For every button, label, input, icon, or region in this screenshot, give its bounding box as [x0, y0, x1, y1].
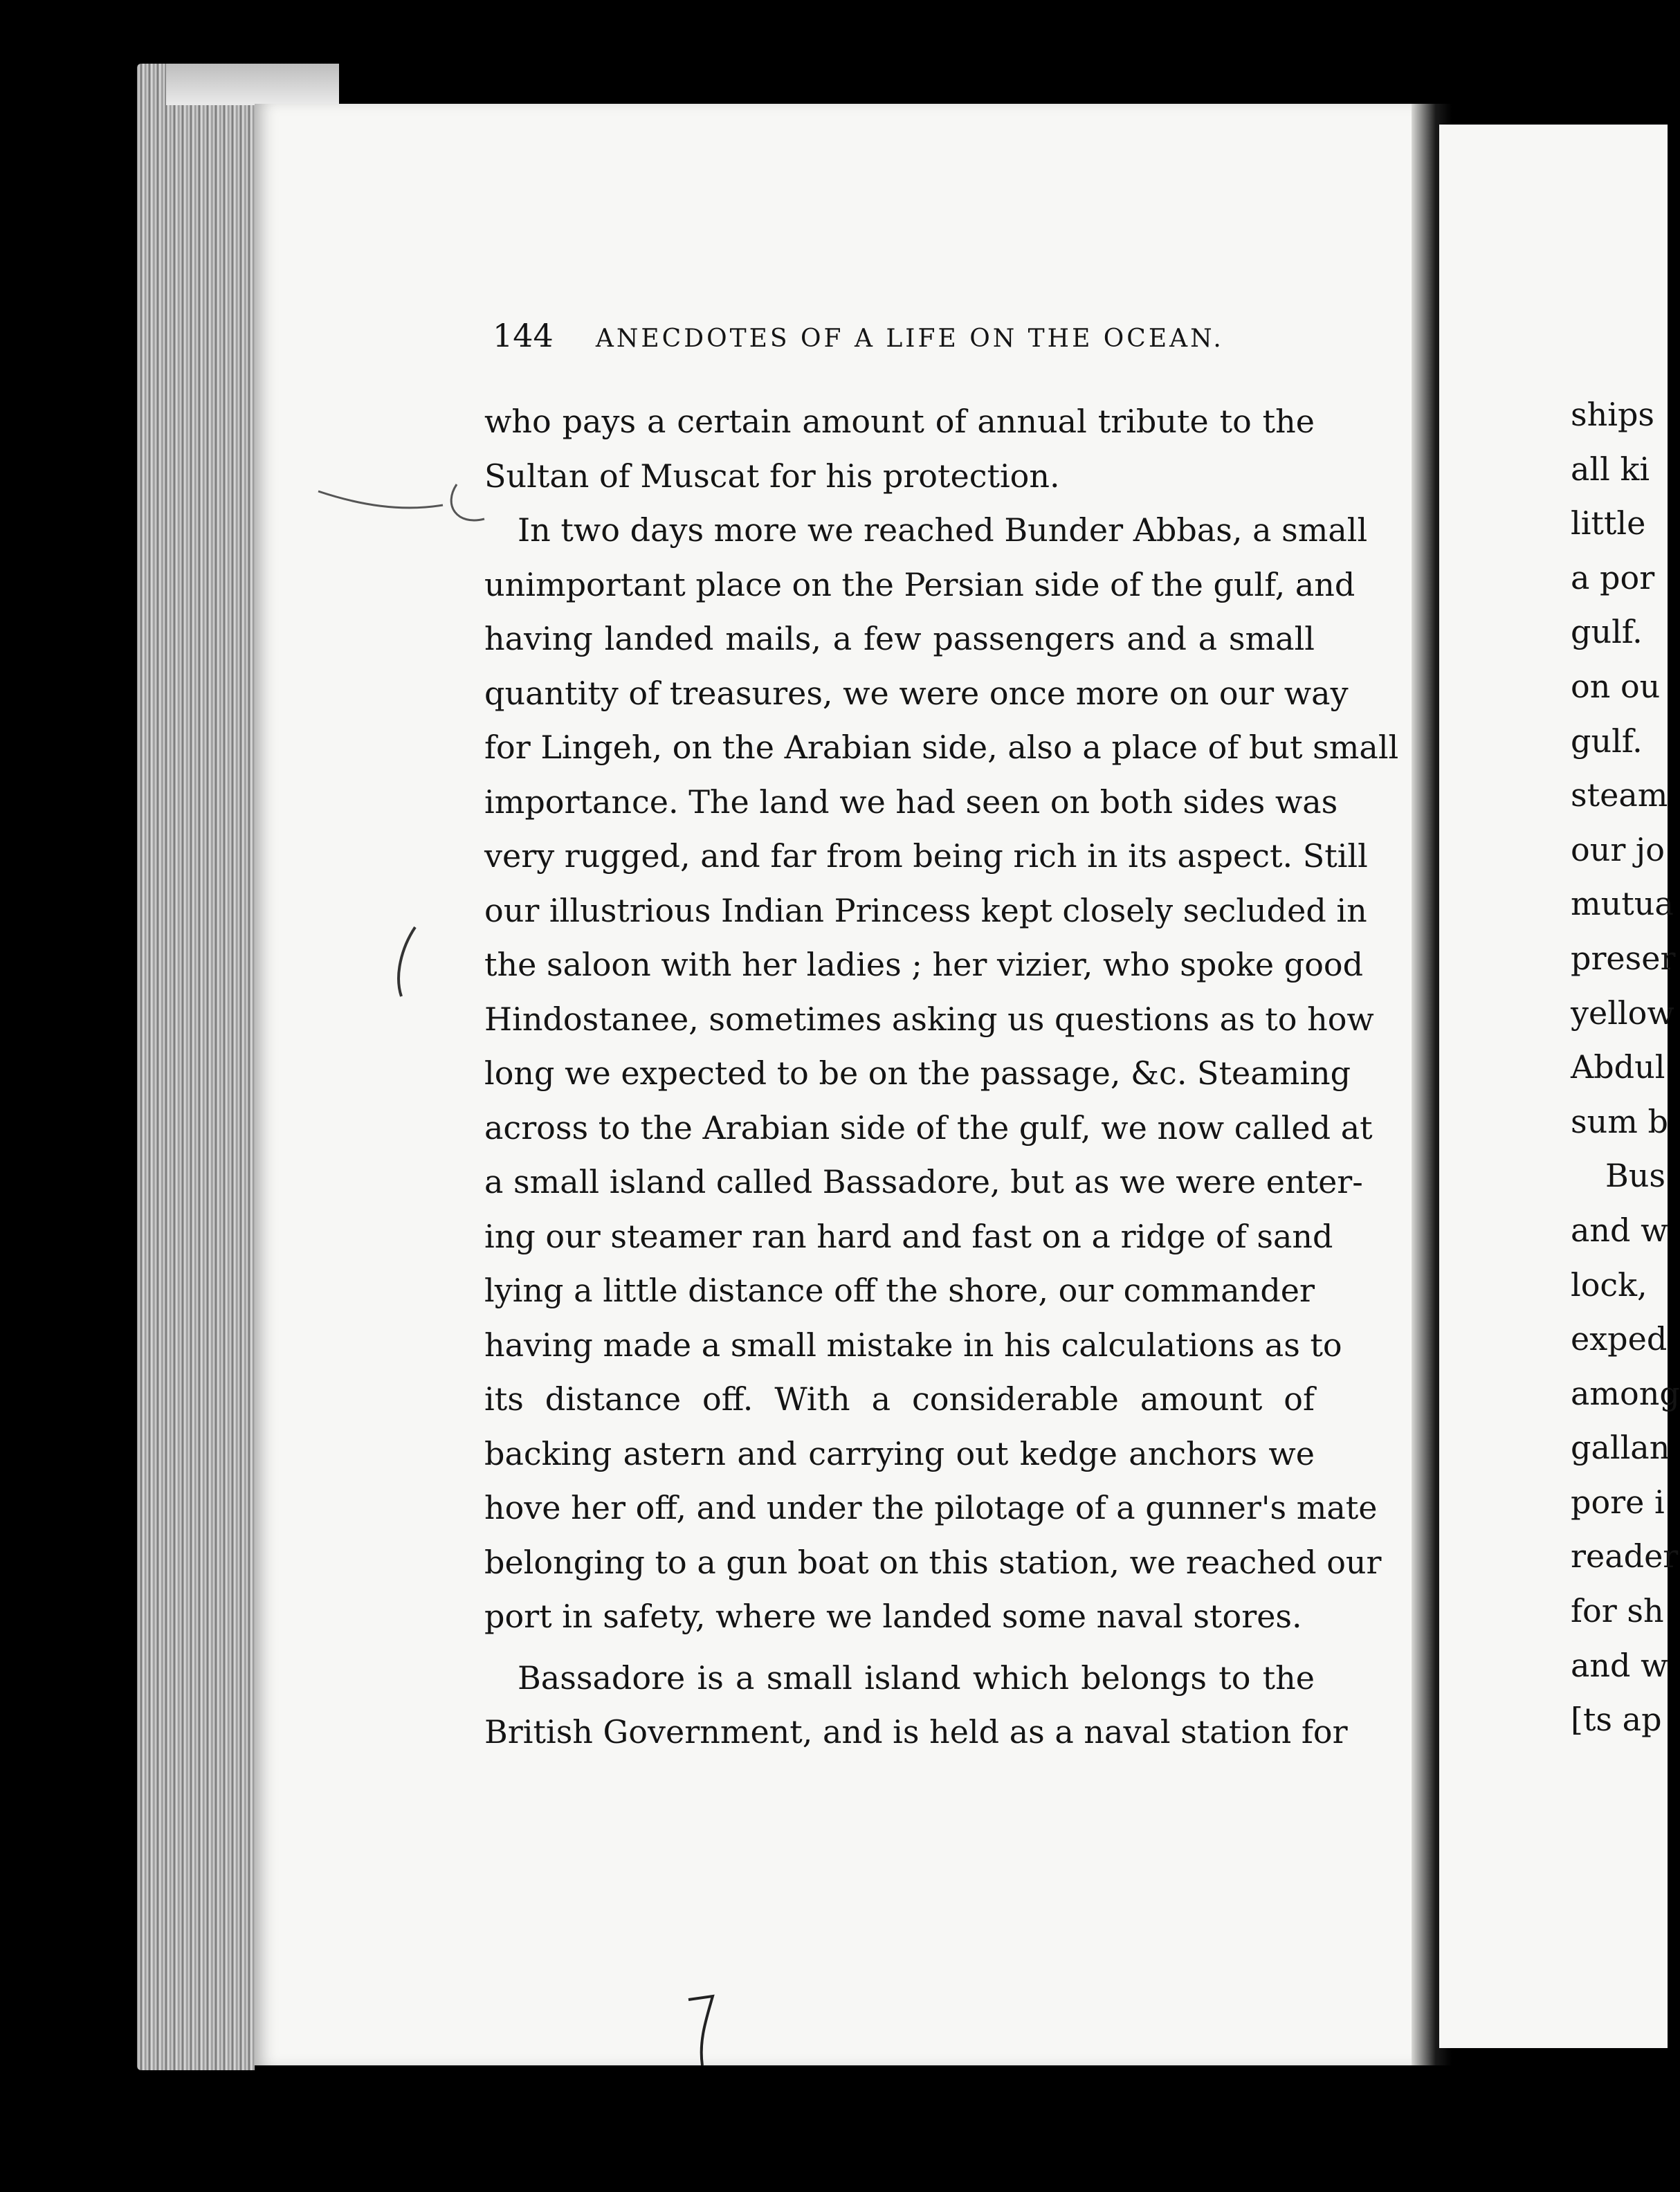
right-text-line: and w [1571, 1646, 1668, 1684]
right-text-line: yellow [1571, 994, 1674, 1032]
right-text-line: reader [1571, 1537, 1679, 1576]
right-page-text [1571, 387, 1680, 1747]
page-number: 144 [493, 317, 554, 354]
right-text-line: for sh [1571, 1592, 1664, 1630]
right-text-line: gulf. [1571, 722, 1643, 760]
running-head: ANECDOTES OF A LIFE ON THE OCEAN. [595, 325, 1224, 353]
right-text-line: gulf. [1571, 613, 1643, 651]
text-line: long we expected to be on the passage, &c. Steaming [484, 1054, 1351, 1092]
text-line: our illustrious Indian Princess kept closely secluded in [484, 891, 1367, 929]
text-line: a small island called Bassadore, but as we were enter- [484, 1163, 1363, 1200]
text-line: British Government, and is held as a naval station for [484, 1713, 1348, 1751]
right-text-line: a por [1571, 558, 1655, 596]
bottom-pencil-mark [685, 1993, 727, 2069]
text-line: lying a little distance off the shore, our commander [484, 1272, 1315, 1309]
text-line: Hindostanee, sometimes asking us questions as to how [484, 1000, 1374, 1038]
right-text-line: steam [1571, 776, 1668, 814]
right-text-line: mutua [1571, 885, 1674, 923]
text-line: having made a small mistake in his calculations as to [484, 1326, 1342, 1364]
right-text-line: little [1571, 504, 1646, 542]
text-line: its distance off. With a considerable amount of [484, 1380, 1315, 1418]
right-text-line: on ou [1571, 667, 1661, 705]
right-text-line: [ts ap [1571, 1701, 1662, 1739]
text-line: unimportant place on the Persian side of the gulf, and [484, 565, 1355, 603]
right-text-line: our jo [1571, 830, 1665, 868]
right-text-line: lock, [1571, 1266, 1647, 1304]
right-text-line: Bus [1605, 1157, 1666, 1195]
text-line: Sultan of Muscat for his protection. [484, 457, 1060, 495]
right-text-line: all ki [1571, 450, 1650, 488]
book-page-edges [137, 64, 255, 2070]
right-text-line: Abdul [1571, 1048, 1665, 1086]
page-header [493, 317, 1323, 358]
text-line: backing astern and carrying out kedge anchors we [484, 1434, 1315, 1472]
text-line: the saloon with her ladies ; her vizier, who spoke good [484, 946, 1364, 983]
right-text-line: sum b [1571, 1102, 1668, 1140]
text-line: In two days more we reached Bunder Abbas, a small [518, 511, 1368, 549]
text-line: belonging to a gun boat on this station, we reached our [484, 1543, 1382, 1581]
text-line: across to the Arabian side of the gulf, we now called at [484, 1108, 1373, 1147]
text-line: Bassadore is a small island which belongs to the [518, 1659, 1315, 1697]
right-text-line: preser [1571, 939, 1676, 977]
text-line: very rugged, and far from being rich in its aspect. Still [484, 837, 1368, 875]
text-line: ing our steamer ran hard and fast on a ridge of sand [484, 1217, 1333, 1255]
right-text-line: among [1571, 1374, 1680, 1412]
right-text-line: ships [1571, 396, 1654, 433]
margin-pencil-marks [318, 450, 498, 1003]
text-line: importance. The land we had seen on both sides was [484, 783, 1338, 821]
book-top-edge [166, 64, 339, 105]
text-line: port in safety, where we landed some naval stores. [484, 1598, 1302, 1635]
left-page-text [484, 394, 1399, 1760]
right-text-line: and w [1571, 1211, 1668, 1249]
right-text-line: pore i [1571, 1483, 1665, 1521]
right-text-line: gallan [1571, 1429, 1670, 1467]
text-line: for Lingeh, on the Arabian side, also a place of but small [484, 729, 1399, 766]
text-line: quantity of treasures, we were once more on our way [484, 674, 1349, 712]
text-line: hove her off, and under the pilotage of a gunner's mate [484, 1489, 1378, 1526]
right-text-line: exped [1571, 1320, 1668, 1358]
text-line: who pays a certain amount of annual tribute to the [484, 403, 1315, 440]
text-line: having landed mails, a few passengers and a small [484, 620, 1315, 657]
